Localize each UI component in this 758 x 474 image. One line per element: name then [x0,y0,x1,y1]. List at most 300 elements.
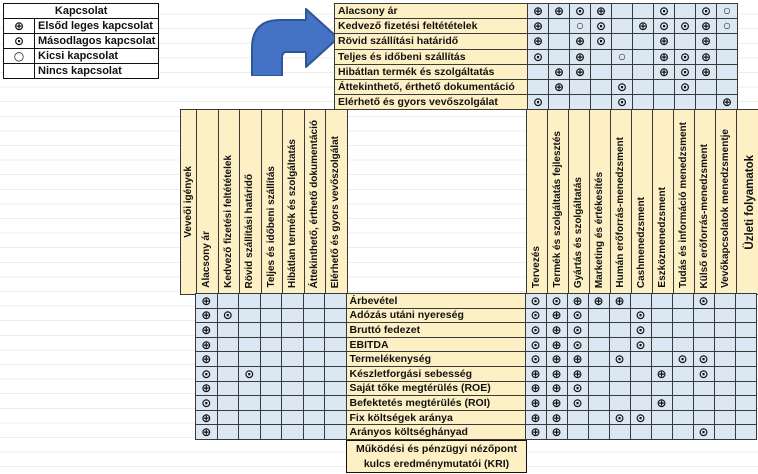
need-column-header-label: Kedvező fizetési feltétételek [222,155,234,288]
need-column-header [197,110,218,294]
process-column-header [695,110,715,294]
matrix-cell [218,309,239,323]
relation-symbol: ⊙ [530,308,541,323]
relation-symbol: ⊕ [201,410,212,425]
relation-symbol: ⊕ [201,294,212,308]
relation-symbol: ⊙ [530,294,541,308]
matrix-cell [282,352,303,366]
relation-symbol: ⊙ [679,49,691,64]
matrix-cell [261,382,282,396]
matrix-cell [526,367,546,381]
matrix-cell [239,425,260,439]
relation-symbol: ⊕ [530,381,541,396]
matrix-cell [549,34,569,48]
need-row-label: Hibátlan termék és szolgáltatás [335,65,527,79]
relation-symbol: ⊙ [658,19,670,34]
matrix-cell [304,338,325,352]
matrix-cell [526,425,546,439]
relation-symbol: ⊕ [553,80,565,95]
matrix-cell [694,382,714,396]
matrix-cell [304,309,325,323]
relation-symbol: ○ [618,51,626,61]
matrix-cell [736,309,756,323]
matrix-cell [196,367,217,381]
need-row-label: Kedvező fizetési feltétételek [335,19,527,33]
matrix-cell [717,34,737,48]
process-column-header-label: Külső erőforrás-menedzsment [699,143,710,288]
matrix-cell [652,367,672,381]
matrix-cell [568,367,588,381]
matrix-cell [528,19,548,33]
matrix-cell [736,352,756,366]
matrix-cell [218,367,239,381]
relation-symbol: ⊙ [614,352,625,366]
matrix-cell [196,323,217,337]
relation-symbol: ⊙ [614,410,625,425]
relation-symbol: ⊕ [551,425,562,439]
matrix-cell [282,396,303,410]
kri-row-label: Arányos költséghányad [347,425,525,439]
matrix-cell [717,65,737,79]
need-row-label: Rövid szállítási határidő [335,34,527,48]
matrix-cell [218,338,239,352]
matrix-cell [568,382,588,396]
relation-symbol: ⊕ [637,19,649,34]
matrix-cell [631,411,651,425]
matrix-cell [261,411,282,425]
processes-group-header [737,110,758,294]
matrix-cell [673,352,693,366]
matrix-cell [675,95,695,109]
relationship-legend [3,3,159,79]
relation-symbol: ⊕ [574,34,586,49]
matrix-cell [610,396,630,410]
matrix-cell [633,34,653,48]
relation-symbol: ⊙ [679,19,691,34]
process-column-header [653,110,673,294]
customer-needs-column-headers [180,109,348,295]
matrix-cell [239,411,260,425]
matrix-cell [717,95,737,109]
matrix-cell [570,80,590,94]
relation-symbol: ⊙ [530,323,541,337]
matrix-cell [694,367,714,381]
matrix-cell [568,338,588,352]
matrix-cell [325,352,346,366]
matrix-cell [610,309,630,323]
matrix-cell [568,352,588,366]
matrix-cell [570,34,590,48]
relation-symbol: ⊕ [700,19,712,34]
need-column-header-label: Áttekinthető, érthető dokumentáció [308,119,320,288]
need-row-label: Elérhető és gyors vevőszolgálat [335,95,527,109]
matrix-cell [610,411,630,425]
matrix-cell [282,323,303,337]
relation-symbol: ⊕ [614,294,625,308]
matrix-cell [239,338,260,352]
matrix-cell [675,50,695,64]
matrix-cell [526,411,546,425]
matrix-cell [633,65,653,79]
matrix-cell [610,367,630,381]
matrix-cell [673,382,693,396]
relation-symbol: ⊕ [572,294,583,308]
relation-symbol: ⊕ [532,19,544,34]
matrix-cell [612,19,632,33]
relation-symbol: ⊕ [658,49,670,64]
matrix-cell [568,411,588,425]
matrix-cell [239,352,260,366]
relation-symbol: ⊕ [658,64,670,79]
need-column-header [326,110,347,294]
matrix-cell [282,382,303,396]
matrix-cell [282,367,303,381]
kri-row-label: EBITDA [347,338,525,352]
process-column-header [527,110,547,294]
matrix-cell [610,382,630,396]
matrix-cell [196,425,217,439]
matrix-cell [282,411,303,425]
relation-symbol: ⊙ [572,308,583,323]
matrix-cell [304,352,325,366]
matrix-cell [547,309,567,323]
matrix-cell [282,309,303,323]
matrix-cell [631,294,651,308]
matrix-cell [694,411,714,425]
matrix-cell [304,425,325,439]
relation-symbol: ⊕ [532,4,544,19]
process-column-header [674,110,694,294]
relation-symbol: ⊕ [13,18,25,33]
matrix-cell [325,338,346,352]
relation-symbol: ⊙ [595,34,607,49]
matrix-cell [736,367,756,381]
relation-symbol: ⊙ [635,323,646,337]
matrix-cell [715,309,735,323]
matrix-cell [218,396,239,410]
matrix-cell [654,34,674,48]
matrix-cell [591,95,611,109]
process-column-header [590,110,610,294]
matrix-cell [673,294,693,308]
matrix-cell [675,80,695,94]
relation-symbol: ⊕ [574,64,586,79]
matrix-cell [633,19,653,33]
matrix-cell [631,396,651,410]
relation-symbol: ⊕ [595,4,607,19]
matrix-cell [715,294,735,308]
business-process-column-headers [526,109,758,295]
matrix-cell [568,396,588,410]
matrix-cell [652,309,672,323]
legend-label: Kicsi kapcsolat [35,49,159,64]
matrix-cell [654,4,674,18]
matrix-cell [549,80,569,94]
need-column-header-label: Elérhető és gyors vevőszolgálat [330,135,342,288]
matrix-cell [694,425,714,439]
relation-symbol: ○ [13,48,25,63]
matrix-cell [654,65,674,79]
relation-symbol: ⊙ [677,352,688,366]
matrix-cell [715,425,735,439]
matrix-cell [736,411,756,425]
process-column-header [611,110,631,294]
matrix-cell [239,309,260,323]
matrix-cell [589,294,609,308]
needs-vs-processes-matrix [334,3,738,110]
matrix-cell [654,19,674,33]
process-column-header [716,110,736,294]
matrix-cell [547,323,567,337]
matrix-cell [652,294,672,308]
matrix-cell [696,65,716,79]
legend-label: Nincs kapcsolat [35,64,159,79]
process-column-header [548,110,568,294]
relation-symbol: ⊙ [532,95,544,110]
relation-symbol: ⊙ [572,337,583,352]
matrix-cell [717,80,737,94]
matrix-cell [736,396,756,410]
process-column-header-label: Eszközmenedzsment [657,187,668,288]
matrix-cell [633,4,653,18]
matrix-cell [589,367,609,381]
matrix-cell [591,80,611,94]
matrix-cell [549,65,569,79]
matrix-cell [218,323,239,337]
relation-symbol: ⊕ [551,323,562,337]
matrix-cell [633,95,653,109]
relation-symbol: ○ [723,21,731,31]
matrix-cell [282,338,303,352]
matrix-cell [589,396,609,410]
matrix-cell [715,367,735,381]
need-column-header-label: Alacsony ár [201,231,213,288]
process-column-header-label: Gyártás és szolgáltatás [573,176,584,288]
matrix-cell [696,19,716,33]
relation-symbol: ⊙ [700,4,712,19]
matrix-cell [589,352,609,366]
matrix-cell [239,323,260,337]
matrix-cell [549,4,569,18]
matrix-cell [631,425,651,439]
matrix-cell [694,352,714,366]
process-column-header-label: Cashmenedzsment [636,196,647,288]
matrix-cell [528,80,548,94]
relation-symbol: ⊙ [572,323,583,337]
matrix-cell [675,34,695,48]
matrix-cell [652,338,672,352]
matrix-cell [218,352,239,366]
matrix-cell [547,367,567,381]
matrix-cell [673,367,693,381]
relation-symbol: ⊙ [13,33,25,48]
matrix-cell [589,411,609,425]
relation-symbol: ⊕ [530,396,541,410]
matrix-cell [610,352,630,366]
legend-row [4,49,159,64]
matrix-cell [631,323,651,337]
process-column-header-label: Tudás és információ menedzsment [678,122,689,288]
matrix-cell [696,95,716,109]
matrix-cell [591,50,611,64]
relation-symbol: ⊕ [551,352,562,366]
matrix-cell [694,309,714,323]
matrix-cell [196,382,217,396]
matrix-cell [589,309,609,323]
matrix-cell [570,65,590,79]
matrix-cell [652,411,672,425]
relation-symbol: ⊙ [201,396,212,410]
relation-symbol: ⊕ [574,49,586,64]
matrix-cell [612,80,632,94]
matrix-cell [736,382,756,396]
matrix-cell [610,338,630,352]
relation-symbol: ⊙ [532,49,544,64]
matrix-cell [218,294,239,308]
matrix-cell [196,338,217,352]
matrix-cell [570,19,590,33]
matrix-cell [196,352,217,366]
relation-symbol: ⊕ [593,294,604,308]
matrix-cell [325,367,346,381]
matrix-cell [715,396,735,410]
matrix-cell [526,309,546,323]
processes-group-header-label: Üzleti folyamatok [744,154,757,250]
relation-symbol: ⊙ [574,4,586,19]
matrix-cell [239,367,260,381]
matrix-cell [528,50,548,64]
need-column-header [240,110,261,294]
need-column-header [305,110,326,294]
kri-row-label: Készletforgási sebesség [347,367,525,381]
matrix-cell [196,411,217,425]
legend-label: Másodlagos kapcsolat [35,34,159,49]
relation-symbol: ⊕ [551,381,562,396]
matrix-cell [261,425,282,439]
relation-symbol: ⊕ [658,34,670,49]
matrix-cell [589,425,609,439]
matrix-cell [526,338,546,352]
relation-symbol: ⊕ [721,95,733,110]
relation-symbol: ⊕ [551,410,562,425]
matrix-cell [717,19,737,33]
relation-symbol: ○ [576,21,584,31]
relation-symbol: ⊙ [595,19,607,34]
relation-symbol: ⊕ [572,352,583,366]
matrix-cell [591,65,611,79]
kri-row-label: Befektetés megtérülés (ROI) [347,396,525,410]
matrix-cell [568,294,588,308]
matrix-cell [673,338,693,352]
need-row-label: Teljes és időbeni szállítás [335,50,527,64]
matrix-cell [526,323,546,337]
relation-symbol: ⊙ [698,294,709,308]
relation-symbol: ⊙ [222,308,233,323]
kri-caption-line2: kulcs eredménymutatói (KRI) [363,457,510,470]
relation-symbol: ⊕ [700,34,712,49]
matrix-cell [652,396,672,410]
matrix-cell [325,309,346,323]
matrix-cell [325,396,346,410]
kri-row-label: Fix költségek aránya [347,411,525,425]
matrix-cell [549,19,569,33]
relation-symbol: ⊙ [698,352,709,366]
matrix-cell [715,323,735,337]
matrix-cell [218,411,239,425]
process-column-header [569,110,589,294]
relation-symbol: ⊕ [553,4,565,19]
relation-symbol: ⊕ [530,366,541,381]
relation-symbol: ⊕ [201,381,212,396]
matrix-cell [325,382,346,396]
matrix-cell [715,411,735,425]
matrix-cell [654,95,674,109]
matrix-cell [696,80,716,94]
matrix-cell [696,4,716,18]
matrix-cell [325,411,346,425]
legend-symbol [4,49,35,64]
relation-symbol: ⊕ [201,337,212,352]
matrix-cell [547,352,567,366]
matrix-cell [715,352,735,366]
matrix-cell [612,65,632,79]
relation-symbol: ⊕ [201,425,212,439]
matrix-cell [736,323,756,337]
matrix-cell [325,425,346,439]
process-column-header-label: Termék és szolgáltatás fejlesztés [552,131,563,288]
process-column-header-label: Marketing és értékesítés [594,171,605,288]
need-column-header-label: Teljes és időbeni szállítás [265,166,277,288]
matrix-cell [239,382,260,396]
matrix-cell [652,323,672,337]
relation-symbol: ⊙ [530,337,541,352]
matrix-cell [549,50,569,64]
relation-symbol: ⊙ [698,366,709,381]
matrix-cell [673,425,693,439]
matrix-cell [654,80,674,94]
matrix-cell [736,425,756,439]
matrix-cell [325,323,346,337]
matrix-cell [610,425,630,439]
matrix-cell [304,323,325,337]
relation-symbol: ⊕ [572,366,583,381]
process-column-header [632,110,652,294]
matrix-cell [715,382,735,396]
matrix-cell [528,65,548,79]
relation-symbol: ⊙ [551,294,562,308]
matrix-cell [675,4,695,18]
relation-symbol: ⊕ [201,308,212,323]
matrix-cell [610,294,630,308]
legend-row [4,64,159,79]
matrix-cell [568,309,588,323]
relation-symbol: ⊕ [532,34,544,49]
matrix-cell [631,367,651,381]
relation-symbol: ⊕ [656,396,667,410]
matrix-cell [547,411,567,425]
relation-symbol: ⊕ [530,410,541,425]
matrix-cell [261,396,282,410]
relation-symbol: ⊕ [656,366,667,381]
matrix-cell [673,309,693,323]
kri-caption-line1: Működési és pénzügyi nézőpont [355,443,517,456]
relation-symbol: ⊙ [635,308,646,323]
matrix-cell [589,338,609,352]
matrix-cell [261,294,282,308]
matrix-cell [652,382,672,396]
relation-symbol: ⊙ [679,64,691,79]
matrix-cell [570,95,590,109]
